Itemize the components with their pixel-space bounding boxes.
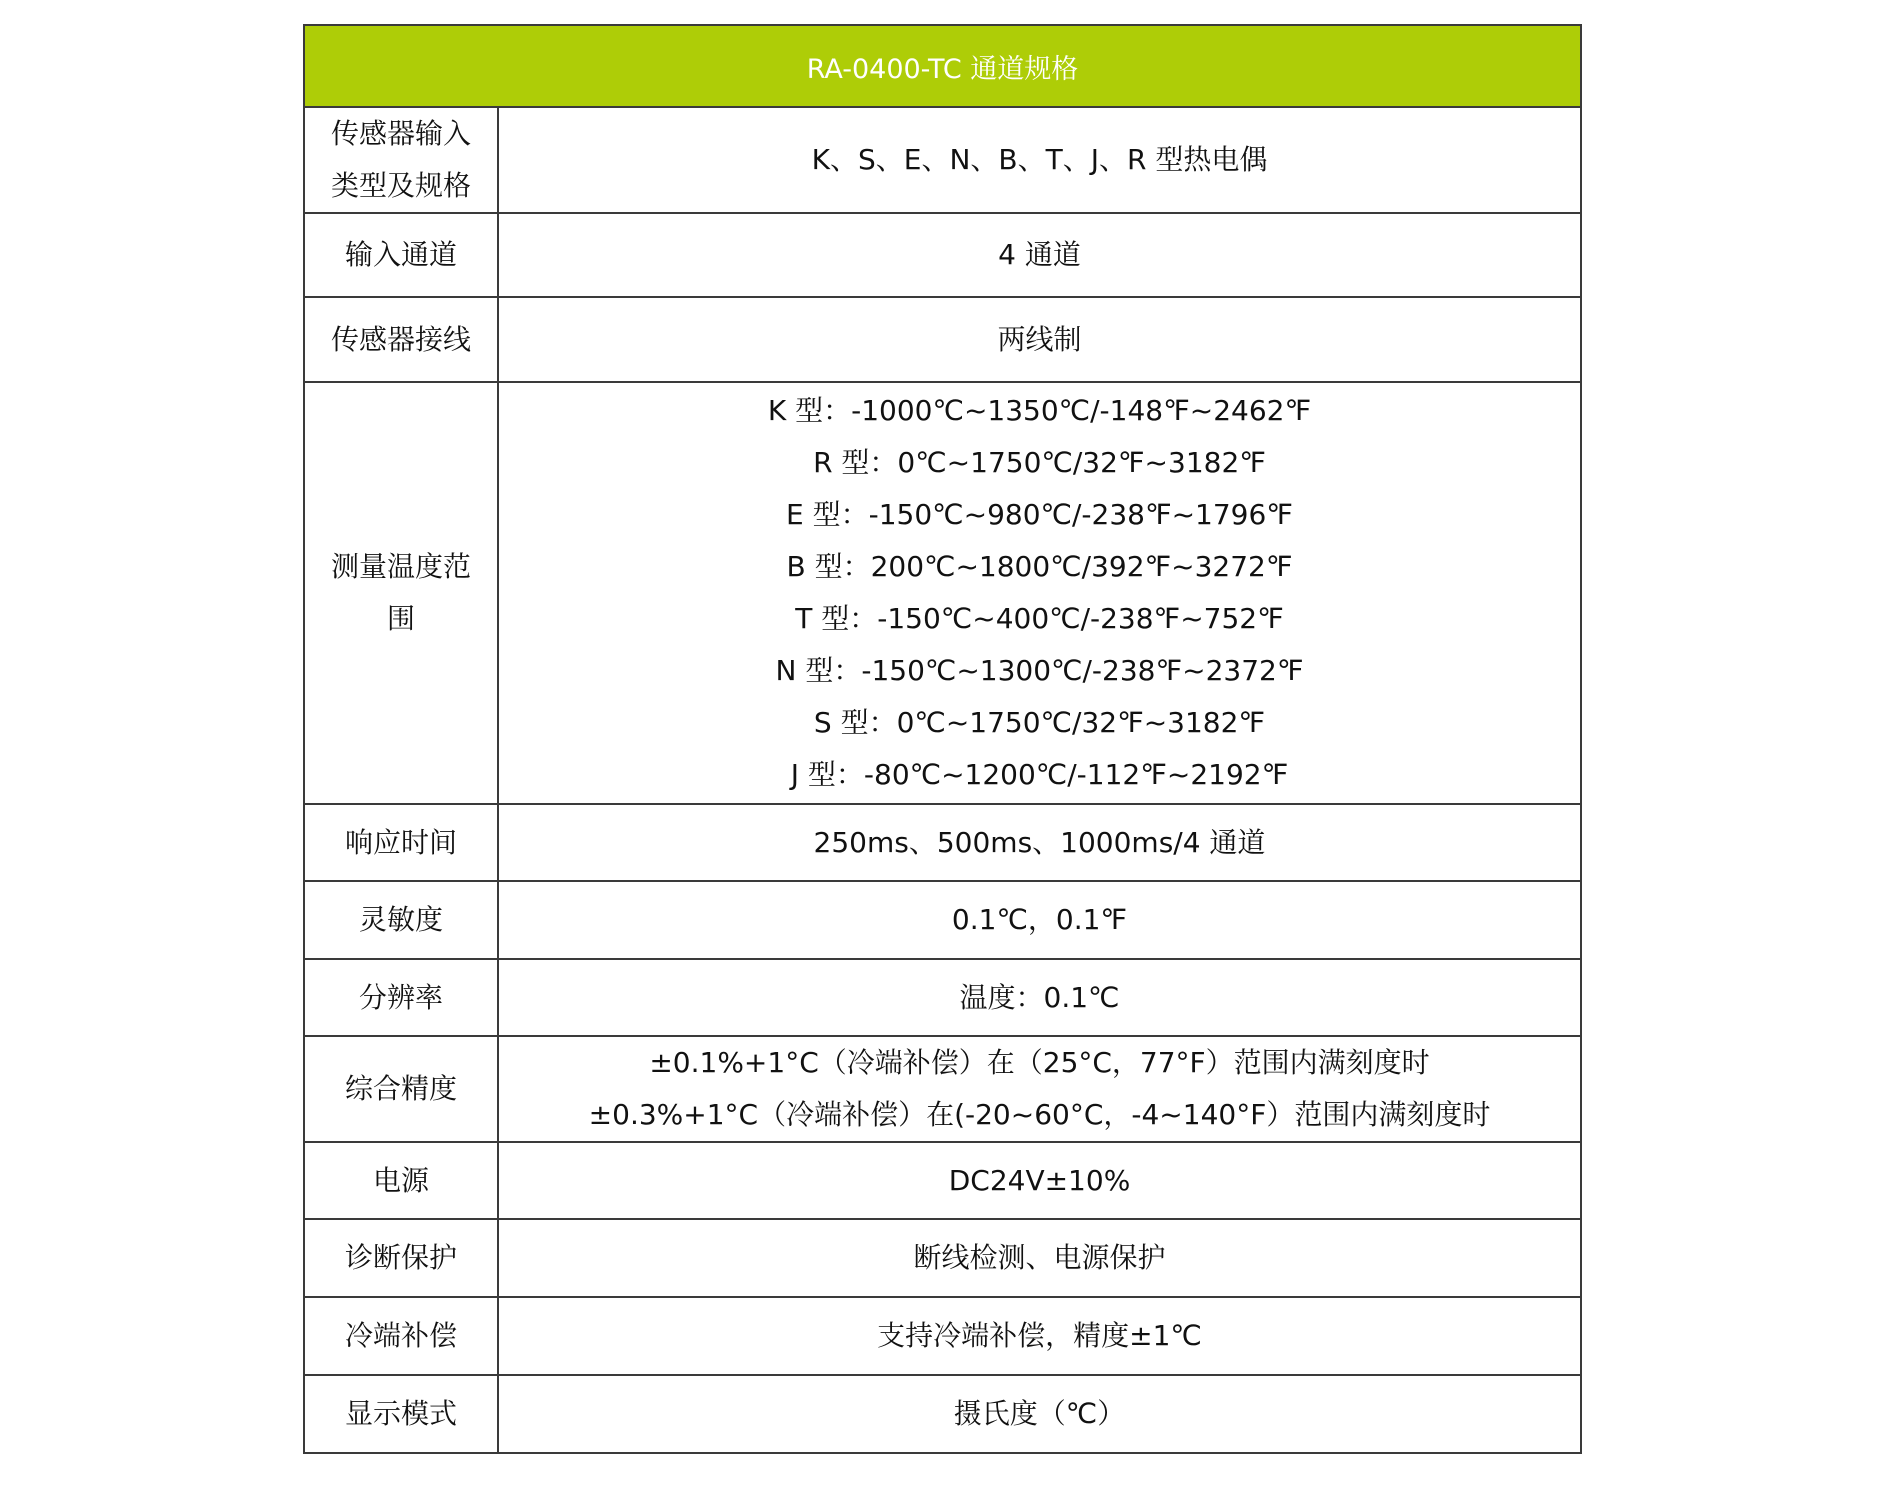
row-label bbox=[304, 297, 498, 382]
row-value bbox=[498, 881, 1581, 959]
label-line: 类型及规格 bbox=[330, 169, 471, 202]
table-title: RA-0400-TC 通道规格 bbox=[304, 25, 1581, 107]
value-line-r-type: R 型：0℃~1750℃/32℉~3182℉ bbox=[813, 446, 1266, 479]
value-line: K、S、E、N、B、T、J、R 型热电偶 bbox=[811, 143, 1268, 176]
label-line: 传感器输入 bbox=[330, 117, 471, 150]
row-value bbox=[498, 1375, 1581, 1453]
table-row-sensor-type bbox=[304, 107, 1581, 213]
value-line: ±0.3%+1°C（冷端补偿）在(-20~60°C，-4~140°F）范围内满刻度时 bbox=[588, 1098, 1491, 1131]
value-line: 断线检测、电源保护 bbox=[913, 1241, 1166, 1274]
label-line: 电源 bbox=[372, 1163, 429, 1197]
row-value bbox=[498, 959, 1581, 1036]
table-row-sensitivity bbox=[304, 881, 1581, 959]
row-value bbox=[498, 804, 1581, 881]
row-label bbox=[304, 1219, 498, 1297]
row-value bbox=[498, 1219, 1581, 1297]
row-label bbox=[304, 1375, 498, 1453]
value-line: ±0.1%+1°C（冷端补偿）在（25°C，77°F）范围内满刻度时 bbox=[649, 1046, 1430, 1079]
row-label bbox=[304, 1297, 498, 1375]
row-label bbox=[304, 1036, 498, 1142]
table-row-resolution bbox=[304, 959, 1581, 1036]
label-line: 显示模式 bbox=[344, 1397, 457, 1430]
label-line: 冷端补偿 bbox=[344, 1319, 457, 1352]
row-value bbox=[498, 1036, 1581, 1142]
row-value bbox=[498, 107, 1581, 213]
row-label bbox=[304, 804, 498, 881]
table-row-temperature-range bbox=[304, 382, 1581, 804]
label-line: 测量温度范 bbox=[330, 550, 471, 583]
value-line-n-type: N 型：-150℃~1300℃/-238℉~2372℉ bbox=[775, 654, 1304, 687]
label-line: 围 bbox=[386, 602, 415, 635]
row-label bbox=[304, 382, 498, 804]
value-line: 摄氏度（℃） bbox=[953, 1397, 1126, 1430]
table-row-cold-junction bbox=[304, 1297, 1581, 1375]
row-value bbox=[498, 1297, 1581, 1375]
value-line: 温度：0.1℃ bbox=[959, 980, 1120, 1014]
row-value bbox=[498, 382, 1581, 804]
value-line-s-type: S 型：0℃~1750℃/32℉~3182℉ bbox=[813, 706, 1266, 739]
label-line: 传感器接线 bbox=[330, 322, 471, 356]
value-line: 250ms、500ms、1000ms/4 通道 bbox=[813, 825, 1266, 859]
row-label bbox=[304, 107, 498, 213]
value-line-j-type: J 型：-80℃~1200℃/-112℉~2192℉ bbox=[790, 758, 1289, 791]
table-row-response-time bbox=[304, 804, 1581, 881]
row-value bbox=[498, 1142, 1581, 1219]
spec-table bbox=[303, 24, 1582, 1454]
label-line: 综合精度 bbox=[344, 1072, 457, 1105]
value-line-k-type: K 型：-1000℃~1350℃/-148℉~2462℉ bbox=[767, 394, 1312, 427]
value-line: 支持冷端补偿，精度±1℃ bbox=[877, 1319, 1202, 1352]
value-line: 0.1℃，0.1℉ bbox=[951, 903, 1128, 936]
value-line: DC24V±10% bbox=[948, 1163, 1131, 1197]
table-row-accuracy bbox=[304, 1036, 1581, 1142]
row-value bbox=[498, 213, 1581, 297]
row-label bbox=[304, 959, 498, 1036]
table-row-diagnostic-protection bbox=[304, 1219, 1581, 1297]
table-row-sensor-wiring bbox=[304, 297, 1581, 382]
value-line-t-type: T 型：-150℃~400℃/-238℉~752℉ bbox=[795, 602, 1284, 635]
table-header-row bbox=[304, 25, 1581, 107]
row-value bbox=[498, 297, 1581, 382]
value-line-b-type: B 型：200℃~1800℃/392℉~3272℉ bbox=[786, 550, 1293, 583]
value-line: 两线制 bbox=[997, 322, 1082, 356]
table-row-input-channels bbox=[304, 213, 1581, 297]
row-label bbox=[304, 881, 498, 959]
label-line: 响应时间 bbox=[344, 825, 457, 859]
label-line: 输入通道 bbox=[344, 238, 457, 271]
value-line: 4 通道 bbox=[998, 238, 1081, 271]
label-line: 灵敏度 bbox=[358, 903, 443, 936]
row-label bbox=[304, 1142, 498, 1219]
table-row-display-mode bbox=[304, 1375, 1581, 1453]
label-line: 诊断保护 bbox=[344, 1241, 457, 1274]
table-row-power bbox=[304, 1142, 1581, 1219]
label-line: 分辨率 bbox=[358, 980, 443, 1014]
row-label bbox=[304, 213, 498, 297]
value-line-e-type: E 型：-150℃~980℃/-238℉~1796℉ bbox=[786, 498, 1293, 531]
